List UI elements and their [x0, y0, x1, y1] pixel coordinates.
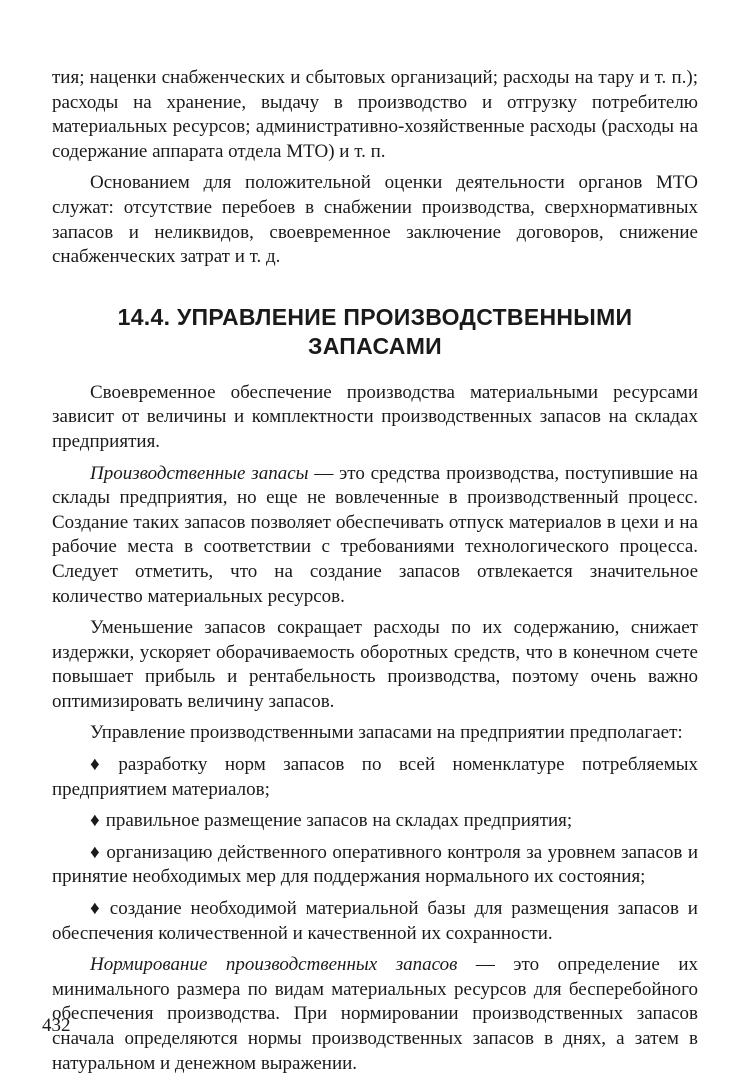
bullet-item: [52, 809, 698, 834]
diamond-bullet-icon: ♦: [90, 810, 100, 832]
bullet-item: [52, 753, 698, 802]
page-number: 432: [42, 1015, 71, 1036]
section-heading: [52, 303, 698, 361]
bullet-text: организацию действенного оперативного контроля за уровнем запасов и принятие необходимых мер для поддержания нормального их состояния;: [52, 841, 698, 888]
paragraph-stock-norming-text: — это определение их минимального размера по видам материальных ресурсов для бесперебойного обеспечения производства. При нормировании производственных запасов сначала определяются нормы производственных запасов в днях, а затем в натуральном и денежном выражении.: [52, 954, 698, 1074]
paragraph-production-stocks: [52, 462, 698, 610]
paragraph-stock-norming: [52, 953, 698, 1076]
term-stock-norming: Нормирование производственных запасов: [90, 954, 458, 976]
diamond-bullet-icon: ♦: [90, 841, 101, 863]
paragraph-production-stocks-text: — это средства производства, поступившие на склады предприятия, но еще не вовлеченные в производственный процесс. Создание таких запасов позволяет обеспечивать отпуск материалов в цехи и на рабочие места в соответствии с требованиями технологического процесса. Следует отметить, что на создание запасов отвлекается значительное количество материальных ресурсов.: [52, 462, 698, 607]
bullet-text: создание необходимой материальной базы для размещения запасов и обеспечения количественной и качественной их сохранности.: [52, 898, 698, 944]
heading-line-1: 14.4. УПРАВЛЕНИЕ ПРОИЗВОДСТВЕННЫМИ: [117, 303, 633, 330]
paragraph-stock-reduction: Уменьшение запасов сокращает расходы по их содержанию, снижает издержки, ускоряет оборачиваемость оборотных средств, что в конечном счете повышает прибыль и рентабельность производства, поэтому очень важно оптимизировать величину запасов.: [52, 617, 698, 712]
heading-line-2: ЗАПАСАМИ: [307, 332, 443, 359]
bullet-text: правильное размещение запасов на складах предприятия;: [105, 810, 573, 832]
paragraph-timely-supply: Своевременное обеспечение производства материальными ресурсами зависит от величины и комплектности производственных запасов на складах предприятия.: [52, 381, 698, 452]
bullet-item: [52, 897, 698, 946]
diamond-bullet-icon: ♦: [90, 754, 113, 776]
paragraph-stock-management: Управление производственными запасами на предприятии предполагает:: [90, 722, 683, 744]
diamond-bullet-icon: ♦: [90, 898, 104, 920]
paragraph-mto-evaluation: Основанием для положительной оценки деятельности органов МТО служат: отсутствие перебоев в снабжении производства, сверхнормативных запасов и неликвидов, своевременное заключение договоров, снижение снабженческих затрат и т. д.: [52, 172, 698, 268]
bullet-text: разработку норм запасов по всей номенклатуре потребляемых предприятием материалов;: [52, 754, 698, 800]
page-body: [52, 66, 698, 1076]
bullet-item: [52, 841, 698, 890]
continuation-paragraph: тия; наценки снабженческих и сбытовых организаций; расходы на тару и т. п.); расходы на хранение, выдачу в производство и отгрузку потребителю материальных ресурсов; административно-хозяйственные расходы (расходы на содержание аппарата отдела МТО) и т. п.: [52, 67, 698, 162]
term-production-stocks: Производственные запасы: [90, 462, 309, 484]
